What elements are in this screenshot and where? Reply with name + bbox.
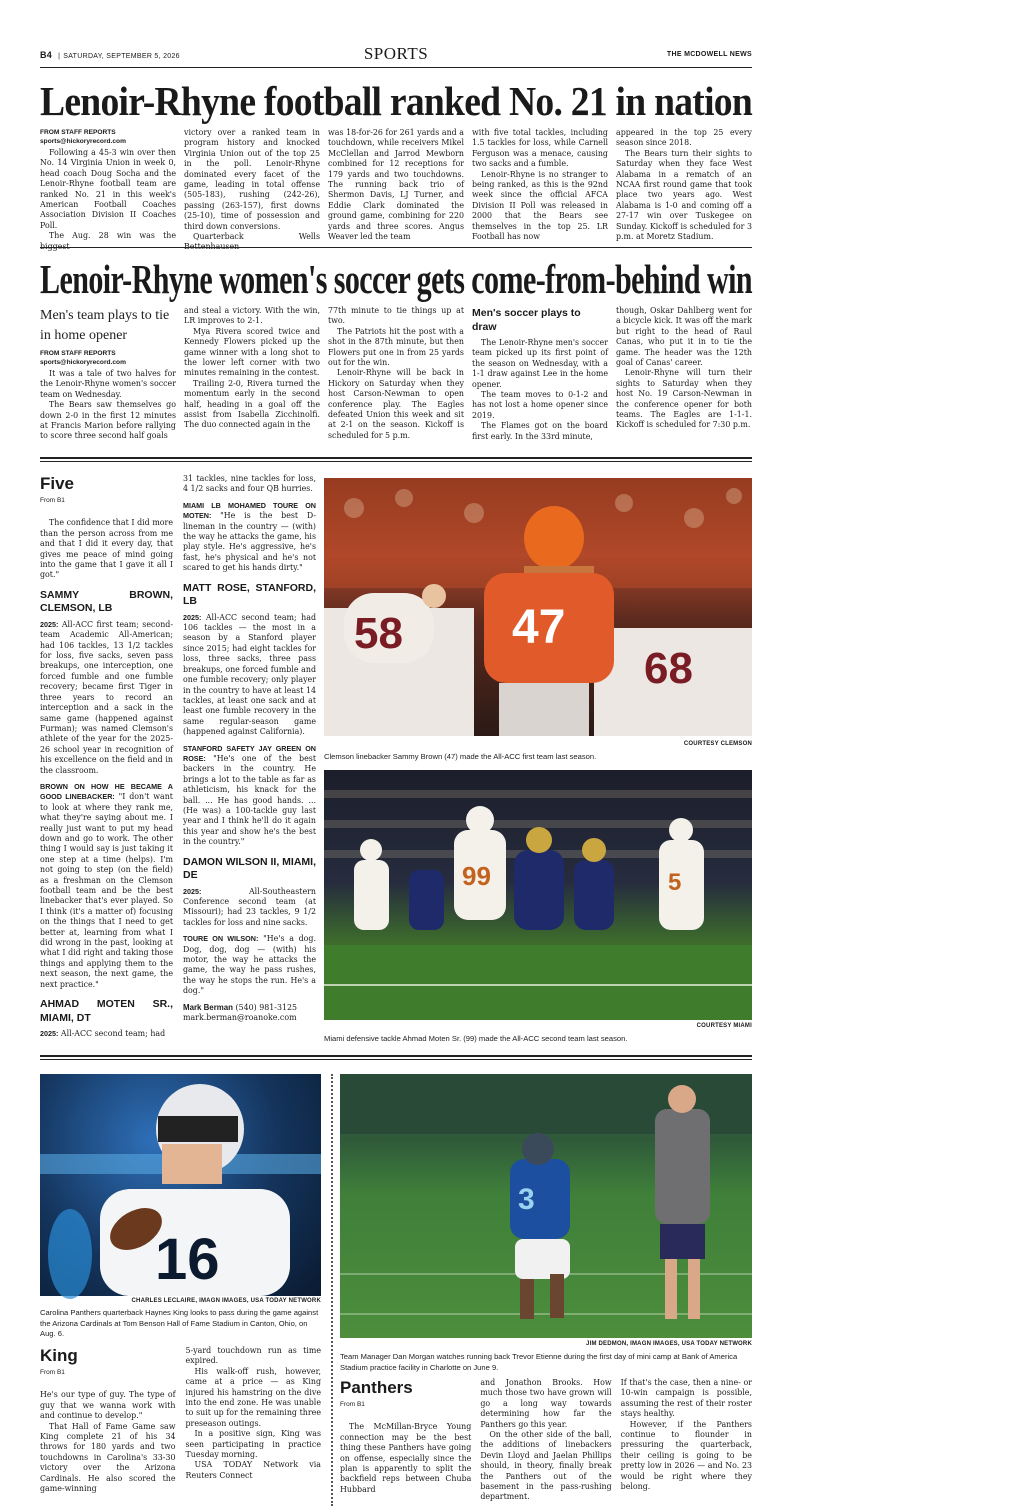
story1-col-1 [40, 128, 176, 253]
clemson-photo-caption: Clemson linebacker Sammy Brown (47) made the All-ACC first team last season. [324, 752, 597, 761]
five-jump: From B1 [40, 497, 65, 504]
clemson-photo [324, 478, 752, 736]
author-phone: (540) 981-3125 [233, 1002, 298, 1012]
king-jump: From B1 [40, 1369, 65, 1376]
paragraph: If that's the case, then a nine- or 10-win campaign is possible, assuming the rest of their roster stays healthy. [620, 1378, 752, 1419]
king-body [40, 1346, 321, 1508]
paragraph: was 18-for-26 for 261 yards and a touchdown, while receivers Mikel McClellan and Jarrod Mewborn combined for 12 receptions for 179 yards and two touchdowns. The running back trio of Shermon Davis, LJ Turner, and Eddie Clark dominated the ground game, combining for 220 yards and three scores. Angus Weaver led the team [328, 128, 464, 242]
issue-date: SATURDAY, SEPTEMBER 5, 2026 [63, 53, 180, 60]
paragraph: His walk-off rush, however, came at a price — as King injured his hamstring on the dive into the end zone. He was unable to suit up for the remaining three preseason outings. [185, 1366, 321, 1428]
svg-text:5: 5 [668, 869, 682, 896]
story1-rule [40, 247, 752, 248]
miami-photo [324, 770, 752, 1020]
paragraph: All-Southeastern Conference second team (at Missouri); had 23 tackles, 9 1/2 tackles for loss and nine sacks. [183, 886, 316, 927]
svg-text:47: 47 [512, 601, 566, 654]
section-divider [40, 1055, 752, 1057]
story1-headline-wrap [40, 78, 752, 124]
player-heading-rose: MATT ROSE, STANFORD, LB [183, 581, 316, 608]
paragraph: In a positive sign, King was seen participating in practice Tuesday morning. [185, 1429, 321, 1460]
story1-email: sports@hickoryrecord.com [40, 138, 126, 145]
story1-headline: Lenoir-Rhyne football ranked No. 21 in nation [40, 78, 752, 124]
svg-text:99: 99 [462, 861, 491, 891]
paragraph: Quarterback Wells Bettenhausen [184, 232, 320, 252]
paragraph: The Lenoir-Rhyne men's soccer team picked up its first point of the season on Wednesday, with a 1-1 draw against Lee in the home opener. [472, 338, 608, 389]
clemson-photo-art [324, 478, 752, 736]
story2-col-1 [40, 306, 176, 448]
photographer-name: CHARLES LECLAIRE, [131, 1298, 198, 1304]
paragraph: On the other side of the ball, the additions of linebackers Devin Lloyd and Jaelan Phillips should, in theory, finally break the Panthers out of the basement in the pass-rushing department. [480, 1430, 612, 1502]
photo-agency: IMAGN IMAGES, USA TODAY NETWORK [197, 1298, 321, 1304]
paragraph: Mya Rivera scored twice and Kennedy Flowers picked up the game winner with a long shot to the lower left corner with two minutes remaining in the contest. [184, 326, 320, 378]
lead-in: TOURE ON WILSON: [183, 934, 259, 944]
panthers-jump: From B1 [340, 1401, 365, 1408]
paragraph: though, Oskar Dahlberg went for a bicycle kick. It was off the mark but right to the head of Raul Canas, who put it in to tie the game. The header was the 12th goal of Canas' career. [616, 306, 752, 368]
king-photo-credit [40, 1298, 321, 1304]
story2-col-2 [184, 306, 320, 448]
king-kicker: King [40, 1346, 78, 1365]
paragraph: It was a tale of two halves for the Lenoir-Rhyne women's soccer team on Wednesday. [40, 369, 176, 399]
paragraph: The Aug. 28 win was the biggest [40, 231, 176, 251]
page-dateline: B4 | SATURDAY, SEPTEMBER 5, 2026 [40, 50, 180, 60]
paragraph: All-ACC second team; had 106 tackles — the most in a season by a Stanford player since 2015; had eight tackles for loss, three sacks, three pass breakups, one forced fumble and one fumble recovery; only player in the country to have at least 14 tackles, at least one sack and at least one fumble recovery in the same regular-season game (happened against California). [183, 612, 316, 737]
column-dotted-divider [331, 1074, 333, 1506]
paragraph: The Bears turn their sights to Saturday when they face West Alabama in a rematch of an NCAA first round game that took place two years ago. West Alabama is 1-0 and coming off a 27-17 win over Tuskegee on Sunday. Kickoff is scheduled for 3 p.m. at Moretz Stadium. [616, 148, 752, 242]
story1-col-3 [328, 128, 464, 253]
lead-in: BROWN ON HOW HE BECAME A GOOD LINEBACKER: [40, 781, 173, 802]
paragraph: That Hall of Fame Game saw King complete 21 of his 34 throws for 180 yards and two touchdowns in Carolina's 33-30 victory over the Arizona Cardinals. He also scored the game-winning [40, 1421, 176, 1494]
panthers-body [340, 1378, 752, 1508]
five-body [40, 474, 316, 1048]
king-photo-art [40, 1074, 321, 1296]
paragraph: The Bears saw themselves go down 2-0 in the first 12 minutes at Francis Marion before rallying to score three second half goals [40, 400, 176, 441]
king-col-2 [186, 1346, 322, 1508]
paragraph: The Flames got on the board first early. In the 33rd minute, [472, 421, 608, 441]
story2-headline: Lenoir-Rhyne women's soccer gets come-from-behind win [40, 256, 752, 302]
paragraph: 5-yard touchdown run as time expired. [185, 1346, 321, 1366]
lead-in: 2025: [183, 612, 202, 622]
paragraph: All-ACC first team; second-team Academic All-American; had 106 tackles, 13 1/2 tackles for loss, five sacks, seven pass breakups, one interception, one forced fumble and one fumble recovery; became first Tiger in three years to record an interception and a sack in the same game (happened against Furman); was named Clemson's athlete of the year for the 2025-26 school year in recognition of his excellence on the field and in the classroom. [40, 619, 173, 775]
story1-col-2 [184, 128, 320, 253]
page-header [40, 44, 752, 66]
five-kicker: Five [40, 474, 75, 493]
paragraph: "He's a dog. Dog, dog, dog — (with) his motor, the way he attacks the game, the way he pass rushes, the way he stops the run. He's a dog." [183, 934, 316, 996]
paragraph: "I don't want to look at where they rank me, what they're saying about me. I really just want to put my head down and go to work. The other thing I would say is just taking it one step at a time (helps). I'm not going to step (on the field) as a freshman on the Clemson football team and be the best linebacker that's ever played. So I think (it's a matter of) focusing on the things that I need to get better at, learning from what I did wrong in the past, looking at what I did right and taking those things and applying them to the next season, the next game, the next practice." [40, 792, 173, 989]
section-divider-thin [40, 1059, 752, 1060]
paragraph: appeared in the top 25 every season since 2018. [616, 128, 752, 148]
paragraph: 77th minute to tie things up at two. [328, 306, 464, 326]
panthers-photo-caption: Team Manager Dan Morgan watches running back Trevor Etienne during the first day of mini camp at Bank of America Stadium practice facility in Charlotte on June 9. [340, 1352, 738, 1372]
player-heading-moten: AHMAD MOTEN SR., MIAMI, DT [40, 998, 173, 1024]
five-col-2 [183, 474, 316, 1048]
section-divider [40, 457, 752, 459]
story2-body [40, 306, 752, 448]
photographer-name: JIM DEDMON, [586, 1341, 629, 1347]
paragraph: However, if the Panthers continue to flounder in pressuring the quarterback, their ceiling is going to be pretty low in 2026 — and No. 23 would be right where they belong. [620, 1419, 752, 1492]
svg-text:16: 16 [155, 1227, 220, 1292]
page-number: B4 [40, 50, 53, 60]
clemson-photo-credit: COURTESY CLEMSON [683, 741, 752, 747]
paragraph: and Jonathon Brooks. How much those two have grown will go a long way towards determining how far the Panthers go this year. [480, 1378, 612, 1429]
king-photo-caption: Carolina Panthers quarterback Haynes King looks to pass during the game against the Arizona Cardinals at Tom Benson Hall of Fame Stadium in Canton, Ohio, on Aug. 6. [40, 1308, 319, 1338]
panthers-col-1 [340, 1378, 471, 1508]
lead-in: 2025: [40, 1029, 59, 1039]
five-col-1 [40, 474, 173, 1048]
panthers-col-3 [621, 1378, 752, 1508]
player-heading-wilson: DAMON WILSON II, MIAMI, DE [183, 855, 316, 882]
author-email: mark.berman@roanoke.com [183, 1013, 297, 1023]
story2-email: sports@hickoryrecord.com [40, 359, 126, 366]
paragraph: and steal a victory. With the win, LR improves to 2-1. [184, 306, 320, 326]
section-divider-thin [40, 461, 752, 462]
story2-col-5 [616, 306, 752, 448]
lead-in: STANFORD SAFETY JAY GREEN ON ROSE: [183, 743, 316, 763]
paragraph: The team moves to 0-1-2 and has not lost a home opener since 2019. [472, 390, 608, 420]
story1-byline: FROM STAFF REPORTS [40, 129, 116, 136]
paragraph: Following a 45-3 win over then No. 14 Virginia Union in week 0, head coach Doug Socha and the Lenoir-Rhyne football team are ranked No. 21 in this week's American Football Coaches Association Division II Coaches Poll. [40, 148, 176, 230]
header-rule [40, 67, 752, 68]
paragraph: "He is the best D-lineman in the country — (with) the way he attacks the game, his play style. He's aggressive, he's fast, he's physical and he's not scared to get his hands dirty." [183, 511, 316, 573]
paragraph: He's our type of guy. The type of guy that we wanna work with and continue to develop." [40, 1390, 176, 1421]
svg-text:68: 68 [644, 644, 693, 693]
paragraph: 31 tackles, nine tackles for loss, 4 1/2 sacks and four QB hurries. [183, 474, 316, 494]
paragraph: All-ACC second team; had [58, 1029, 166, 1039]
paragraph: The confidence that I did more than the person across from me and that I did it every day, that gives me peace of mind going into the game that I gave it all I got." [40, 518, 173, 580]
panthers-photo [340, 1074, 752, 1338]
paragraph: Trailing 2-0, Rivera turned the momentum early in the second half, heading in a goal off the assist from Isabella Zicchinolfi. The duo connected again in the [184, 378, 320, 430]
story2-col-4 [472, 306, 608, 448]
paragraph: USA TODAY Network via Reuters Connect [185, 1460, 321, 1480]
king-col-1 [40, 1346, 176, 1508]
svg-text:3: 3 [518, 1183, 535, 1216]
story2-byline: FROM STAFF REPORTS [40, 350, 116, 357]
mens-soccer-subhead: Men's soccer plays to draw [472, 307, 581, 333]
story2-headline-wrap [40, 256, 752, 302]
panthers-photo-credit [340, 1341, 752, 1347]
paragraph: The McMillan-Bryce Young connection may be the best thing these Panthers have going on offense, especially since the plan is apparently to split the backfield reps between Chuba Hubbard [340, 1422, 472, 1494]
king-photo [40, 1074, 321, 1296]
paragraph: Lenoir-Rhyne will be back in Hickory on Saturday when they host Carson-Newman to open conference play. The Eagles defeated Union this week and sit at 2-1 on the season. Kickoff is scheduled for 5 p.m. [328, 368, 464, 440]
story2-col-3 [328, 306, 464, 448]
lead-in: MIAMI LB MOHAMED TOURE ON MOTEN: [183, 500, 316, 521]
story1-col-5 [616, 128, 752, 253]
story1-col-4 [472, 128, 608, 253]
story2-subhead: Men's team plays to tie in home opener [40, 308, 170, 343]
photo-agency: IMAGN IMAGES, USA TODAY NETWORK [628, 1341, 752, 1347]
paper-name: THE MCDOWELL NEWS [666, 51, 752, 58]
panthers-kicker: Panthers [340, 1378, 413, 1397]
story1-body [40, 128, 752, 252]
paragraph: victory over a ranked team in program history and knocked Virginia Union out of the top 25 in the poll. Lenoir-Rhyne dominated every facet of the game, leading in total offense (505-183), rushing (242-26), passing (263-157), first downs (25-10), time of possession and third down conversions. [184, 128, 320, 231]
miami-photo-caption: Miami defensive tackle Ahmad Moten Sr. (99) made the All-ACC second team last season. [324, 1034, 628, 1043]
paragraph: "He's one of the best backers in the country. He brings a lot to the table as far as athleticism, his knack for the ball. ... He has good hands. ... (He was) a 100-tackle guy last year and I think he'll do it again this year and show he's the best in the country." [183, 753, 316, 847]
miami-photo-credit: COURTESY MIAMI [696, 1023, 752, 1029]
panthers-photo-art [340, 1074, 752, 1338]
svg-text:58: 58 [354, 609, 403, 658]
lead-in: 2025: [183, 886, 202, 896]
player-heading-brown: SAMMY BROWN, CLEMSON, LB [40, 588, 173, 615]
panthers-col-2 [480, 1378, 611, 1508]
miami-photo-art [324, 770, 752, 1020]
paragraph: Lenoir-Rhyne is no stranger to being ranked, as this is the 92nd week since the official AFCA Division II Poll was released in 2000 that the Bears see themselves in the top 25. LR Football has now [472, 169, 608, 242]
lead-in: 2025: [40, 619, 59, 629]
paragraph: with five total tackles, including 1.5 tackles for loss, while Carnell Ferguson was a menace, causing two sacks and a fumble. [472, 128, 608, 169]
paragraph: Lenoir-Rhyne will turn their sights to Saturday when they host No. 19 Carson-Newman in the conference opener for both teams. The Eagles are 1-1-1. Kickoff is scheduled for 7:30 p.m. [616, 368, 752, 430]
author-name: Mark Berman [183, 1002, 233, 1012]
paragraph: The Patriots hit the post with a shot in the 87th minute, but then Flowers put one in from 25 yards out for the win. [328, 326, 464, 368]
section-name: SPORTS [363, 44, 429, 63]
